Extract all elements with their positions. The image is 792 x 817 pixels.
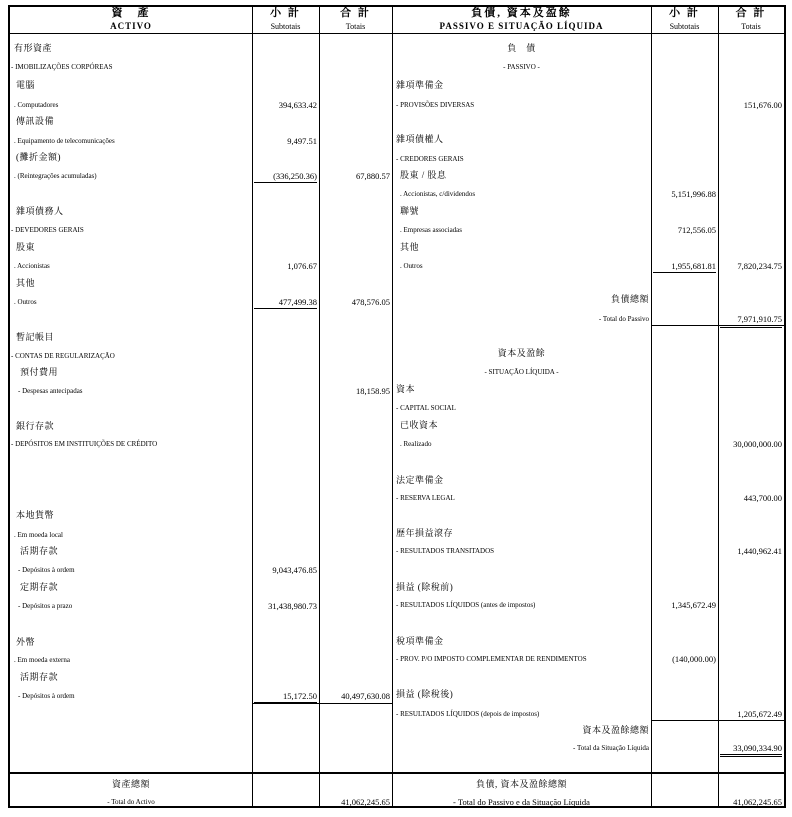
right-label: - SITUAÇÃO LÍQUIDA - xyxy=(484,368,559,376)
right-label: - RESULTADOS TRANSITADOS xyxy=(396,547,495,555)
header-right-zh: 負債, 資本及盈餘 xyxy=(471,7,572,19)
left-label: 定期存款 xyxy=(20,582,59,592)
footer-rule xyxy=(10,772,784,774)
header-sub-pt: Subtotais xyxy=(270,22,301,31)
left-label: (攤折金額) xyxy=(16,152,61,162)
right-total-value: 1,205,672.49 xyxy=(737,709,782,719)
header-tot-zh-right: 合 計 xyxy=(735,7,767,19)
right-label: 雜項準備金 xyxy=(396,80,444,90)
left-label: 活期存款 xyxy=(20,672,59,682)
left-label: 雜項債務人 xyxy=(16,206,64,216)
left-label: 銀行存款 xyxy=(16,421,55,431)
right-label: 法定準備金 xyxy=(396,475,444,485)
left-subtotal-value: 394,633.42 xyxy=(278,100,317,110)
footer-right-zh: 負債, 資本及盈餘總額 xyxy=(475,779,567,789)
rule-right-subtotal xyxy=(651,7,652,806)
left-label: 電腦 xyxy=(16,80,36,90)
left-label: 暫記帳目 xyxy=(16,332,55,342)
left-label: . Equipamento de telecomunicações xyxy=(14,137,115,145)
right-label: 已收資本 xyxy=(400,420,439,430)
left-label: . Em moeda local xyxy=(14,531,63,539)
right-total-value: 151,676.00 xyxy=(743,100,782,110)
right-label: - PROV. P/O IMPOSTO COMPLEMENTAR DE RENDIMENTOS xyxy=(396,655,587,663)
right-label: - CREDORES GERAIS xyxy=(396,155,464,163)
left-label: 本地貨幣 xyxy=(16,510,55,520)
right-total-value: 7,820,234.75 xyxy=(737,261,782,271)
left-label: - Depósitos à ordem xyxy=(18,566,75,574)
footer-left-zh: 資產總額 xyxy=(111,779,150,789)
rule-left-subtotal xyxy=(252,7,253,806)
header-sub-zh: 小 計 xyxy=(270,7,301,19)
left-label: . Computadores xyxy=(14,101,59,109)
right-label: - RESULTADOS LÍQUIDOS (antes de impostos) xyxy=(396,601,536,609)
header-left-zh: 資 產 xyxy=(111,7,151,19)
left-label: . Outros xyxy=(14,298,37,306)
right-total-value: 7,971,910.75 xyxy=(720,314,782,328)
left-label: . (Reintegrações acumuladas) xyxy=(14,172,97,180)
left-subtotal-value: 477,499.38 xyxy=(254,297,317,309)
right-label: - PASSIVO - xyxy=(503,63,540,71)
footer-left-total: 41,062,245.65 xyxy=(341,797,390,807)
right-label: 聯號 xyxy=(400,206,420,216)
left-label: 股東 xyxy=(16,242,36,252)
left-total-value: 67,880.57 xyxy=(356,171,390,181)
left-total-value: 18,158.95 xyxy=(356,386,390,396)
right-label: . Accionistas, c/dividendos xyxy=(400,190,476,198)
right-label: 負債總額 xyxy=(610,294,649,304)
header-tot-pt-right: Totais xyxy=(741,22,761,31)
header-right-pt: PASSIVO E SITUAÇÃO LÍQUIDA xyxy=(439,21,604,31)
left-subtotal-value: 31,438,980.73 xyxy=(268,601,317,611)
left-label: - CONTAS DE REGULARIZAÇÃO xyxy=(11,352,115,360)
left-subtotal-value: 1,076.67 xyxy=(287,261,317,271)
footer-right-pt: - Total do Passivo e da Situação Líquida xyxy=(453,797,590,807)
rule-right-total xyxy=(718,7,719,806)
left-subtotal-value: 9,497.51 xyxy=(287,136,317,146)
left-label: 外幣 xyxy=(16,637,36,647)
left-label: - Despesas antecipadas xyxy=(18,387,83,395)
right-subtotal-value: 1,955,681.81 xyxy=(653,261,716,273)
left-label: - DEVEDORES GERAIS xyxy=(11,226,84,234)
right-label: 雜項債權人 xyxy=(396,134,444,144)
right-subtotal-value: 5,151,996.88 xyxy=(671,189,716,199)
left-label: - Depósitos à ordem xyxy=(18,692,75,700)
header-rule xyxy=(10,33,784,34)
right-subtotal-value: 1,345,672.49 xyxy=(671,600,716,610)
left-subtotal-value: (336,250.36) xyxy=(254,171,317,183)
left-total-value: 40,497,630.08 xyxy=(341,691,390,701)
right-label: 稅項準備金 xyxy=(396,636,444,646)
left-total-value: 478,576.05 xyxy=(351,297,390,307)
right-label: 負 債 xyxy=(507,43,536,53)
header-sub-zh-right: 小 計 xyxy=(669,7,700,19)
left-label: 其他 xyxy=(16,278,36,288)
left-label: . Em moeda externa xyxy=(14,656,70,664)
left-label: 活期存款 xyxy=(20,546,59,556)
left-closing-rule xyxy=(252,703,392,704)
right-label: . Empresas associadas xyxy=(400,226,463,234)
right-label: - Total da Situação Líquida xyxy=(573,744,649,752)
right-label: - CAPITAL SOCIAL xyxy=(396,404,456,412)
right-label: 損益 (除稅後) xyxy=(396,689,454,699)
right-total-value: 443,700.00 xyxy=(743,493,782,503)
header-left-pt: ACTIVO xyxy=(110,21,152,31)
header-sub-pt-right: Subtotais xyxy=(669,22,700,31)
right-label: . Realizado xyxy=(400,440,432,448)
right-total-value: 30,000,000.00 xyxy=(733,439,782,449)
right-label: 其他 xyxy=(400,242,420,252)
footer-right-total: 41,062,245.65 xyxy=(733,797,782,807)
right-label: - RESERVA LEGAL xyxy=(396,494,455,502)
right-label: 資本及盈餘總額 xyxy=(582,725,649,735)
right-label: . Outros xyxy=(400,262,423,270)
left-label: - IMOBILIZAÇÕES CORPÓREAS xyxy=(11,63,113,71)
right-label: - PROVISÕES DIVERSAS xyxy=(396,101,475,109)
left-label: 預付費用 xyxy=(20,367,59,377)
right-label: - Total do Passivo xyxy=(598,315,649,323)
right-label: 歷年損益滾存 xyxy=(396,528,454,538)
right-total-value: 1,440,962.41 xyxy=(737,546,782,556)
balance-sheet xyxy=(8,5,786,808)
header-tot-pt: Totais xyxy=(345,22,366,31)
left-subtotal-value: 15,172.50 xyxy=(254,691,317,703)
left-label: 傳訊設備 xyxy=(16,116,55,126)
right-label: 損益 (除稅前) xyxy=(396,582,454,592)
left-label: - DEPÓSITOS EM INSTITUIÇÕES DE CRÉDITO xyxy=(11,440,158,448)
right-label: 股東 / 股息 xyxy=(400,170,447,180)
rule-left-total xyxy=(319,7,320,806)
header-tot-zh: 合 計 xyxy=(340,7,371,19)
right-label: 資本 xyxy=(396,384,416,394)
right-label: - RESULTADOS LÍQUIDOS (depois de impostos) xyxy=(396,710,540,718)
right-total-value: 33,090,334.90 xyxy=(720,743,782,757)
right-subtotal-value: 712,556.05 xyxy=(677,225,716,235)
situacao-closing-rule xyxy=(651,720,784,721)
left-subtotal-value: 9,043,476.85 xyxy=(272,565,317,575)
footer-left-pt: - Total do Activo xyxy=(107,798,155,806)
left-label: - Depósitos a prazo xyxy=(18,602,73,610)
right-subtotal-value: (140,000.00) xyxy=(672,654,716,664)
left-label: . Accionistas xyxy=(14,262,50,270)
rule-middle xyxy=(392,7,393,806)
left-label: 有形資產 xyxy=(14,43,53,53)
right-label: 資本及盈餘 xyxy=(497,348,546,358)
